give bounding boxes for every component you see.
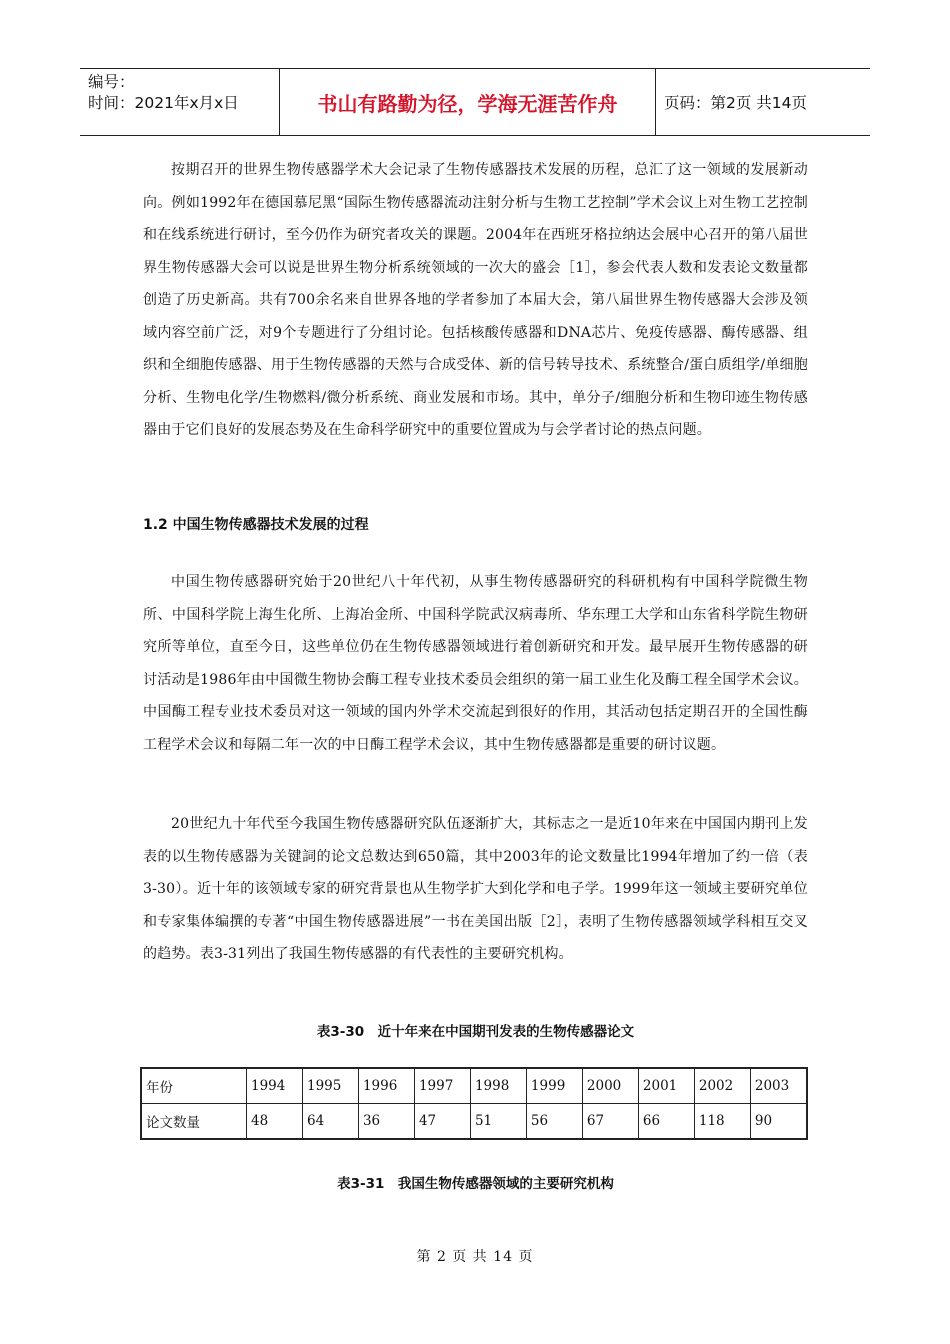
year-cell: 1994 (247, 1068, 303, 1104)
count-cell: 51 (470, 1104, 526, 1140)
year-cell: 1995 (302, 1068, 358, 1104)
table-row-years (141, 1068, 807, 1104)
count-header-cell: 论文数量 (141, 1104, 247, 1140)
table-3-30-caption: 表3-30 近十年来在中国期刊发表的生物传感器论文 (316, 1024, 635, 1040)
count-cell: 56 (526, 1104, 582, 1140)
papers-table (140, 1067, 808, 1140)
year-cell: 2002 (694, 1068, 750, 1104)
count-cell: 67 (582, 1104, 638, 1140)
year-cell: 1998 (470, 1068, 526, 1104)
header-motto: 书山有路勤为径，学海无涯苦作舟 (280, 69, 656, 135)
page-header (80, 68, 870, 136)
count-cell: 90 (750, 1104, 807, 1140)
count-cell: 64 (302, 1104, 358, 1140)
year-header-cell: 年份 (141, 1068, 247, 1104)
time-label: 时间：2021年x月x日 (88, 94, 239, 112)
year-cell: 1999 (526, 1068, 582, 1104)
table-row-counts (141, 1104, 807, 1140)
year-cell: 2003 (750, 1068, 807, 1104)
count-cell: 66 (638, 1104, 694, 1140)
year-cell: 2000 (582, 1068, 638, 1104)
number-label: 编号： (88, 73, 135, 91)
count-cell: 47 (414, 1104, 470, 1140)
paragraph-2: 中国生物传感器研究始于20世纪八十年代初，从事生物传感器研究的科研机构有中国科学院微生物所、中国科学院上海生化所、上海冶金所、中国科学院武汉病毒所、华东理工大学和山东省科学院生物研究所等单位，直至今日，这些单位仍在生物传感器领域进行着创新研究和开发。最早展开生物传感器的研讨活动是1986年由中国微生物协会酶工程专业技术委员会组织的第一届工业生化及酶工程全国学术会议。中国酶工程专业技术委员对这一领域的国内外学术交流起到很好的作用，其活动包括定期召开的全国性酶工程学术会议和每隔二年一次的中日酶工程学术会议，其中生物传感器都是重要的研讨议题。 (143, 574, 808, 753)
page-footer: 第 2 页 共 14 页 (416, 1249, 534, 1265)
year-cell: 2001 (638, 1068, 694, 1104)
paragraph-1: 按期召开的世界生物传感器学术大会记录了生物传感器技术发展的历程，总汇了这一领域的发展新动向。例如1992年在德国慕尼黑“国际生物传感器流动注射分析与生物工艺控制”学术会议上对生物工艺控制和在线系统进行研讨，至今仍作为研究者攻关的课题。2004年在西班牙格拉纳达会展中心召开的第八届世界生物传感器大会可以说是世界生物分析系统领域的一次大的盛会［1］，参会代表人数和发表论文数量都创造了历史新高。共有700余名来自世界各地的学者参加了本届大会，第八届世界生物传感器大会涉及领域内容空前广泛，对9个专题进行了分组讨论。包括核酸传感器和DNA芯片、免疫传感器、酶传感器、组织和全细胞传感器、用于生物传感器的天然与合成受体、新的信号转导技术、系统整合/蛋白质组学/单细胞分析、生物电化学/生物燃料/微分析系统、商业发展和市场。其中，单分子/细胞分析和生物印迹生物传感器由于它们良好的发展态势及在生命科学研究中的重要位置成为与会学者讨论的热点问题。 (143, 162, 808, 438)
paragraph-3: 20世纪九十年代至今我国生物传感器研究队伍逐渐扩大，其标志之一是近10年来在中国国内期刊上发表的以生物传感器为关键詞的论文总数达到650篇，其中2003年的论文数量比1994年增加了约一倍（表3-30）。近十年的该领域专家的研究背景也从生物学扩大到化学和电子学。1999年这一领域主要研究单位和专家集体编撰的专著“中国生物传感器进展”一书在美国出版［2］，表明了生物传感器领域学科相互交叉的趋势。表3-31列出了我国生物传感器的有代表性的主要研究机构。 (143, 816, 808, 962)
section-heading: 1.2 中国生物传感器技术发展的过程 (143, 517, 369, 533)
table-3-31-caption: 表3-31 我国生物传感器领域的主要研究机构 (337, 1176, 614, 1192)
header-meta (80, 69, 280, 135)
count-cell: 118 (694, 1104, 750, 1140)
count-cell: 36 (358, 1104, 414, 1140)
year-cell: 1997 (414, 1068, 470, 1104)
header-page-info: 页码：第2页 共14页 (664, 94, 808, 112)
count-cell: 48 (247, 1104, 303, 1140)
year-cell: 1996 (358, 1068, 414, 1104)
